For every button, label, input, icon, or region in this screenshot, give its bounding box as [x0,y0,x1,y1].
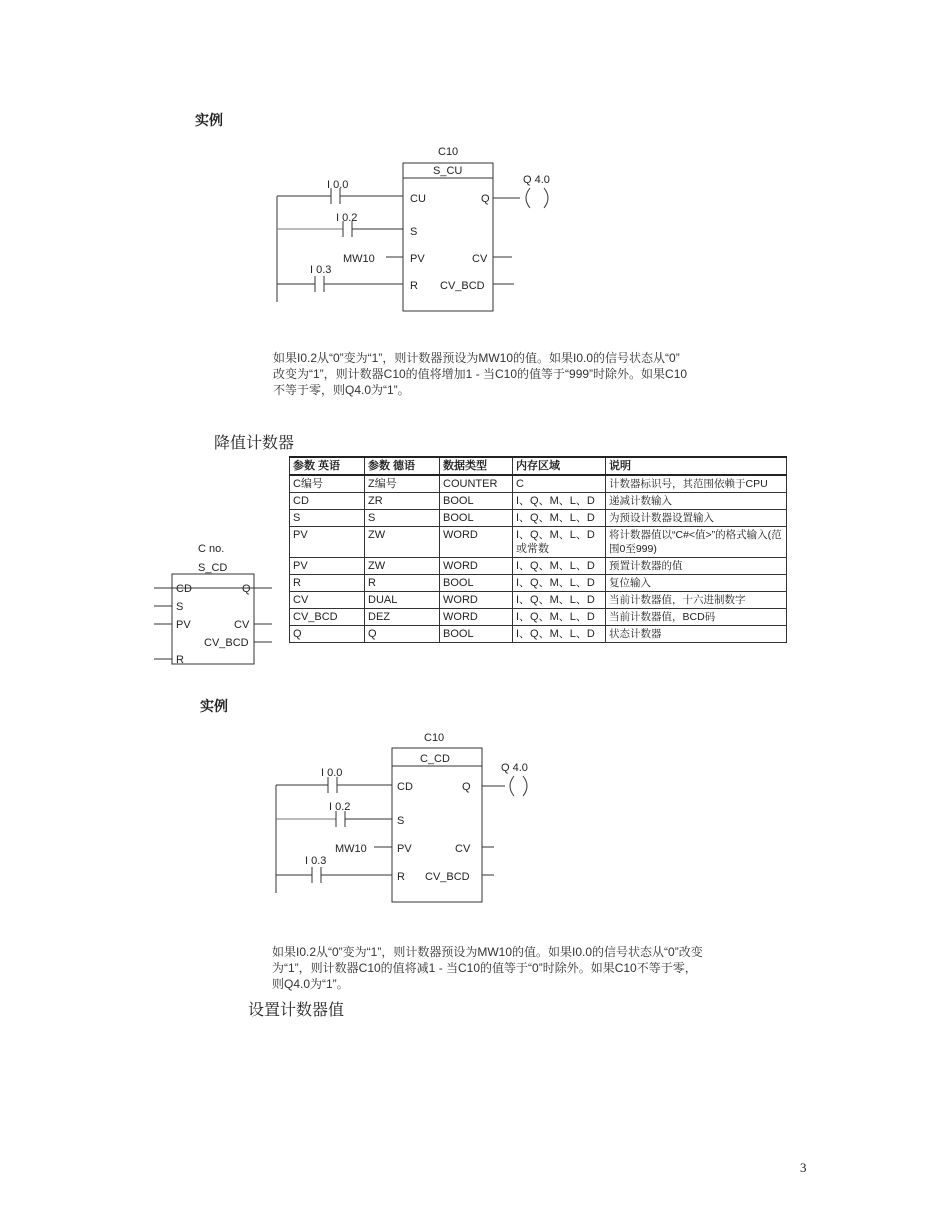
pin-s-label: S [397,815,405,827]
table-cell: C编号 [290,475,365,493]
table-cell: PV [290,558,365,575]
pin-cv-label: CV [472,253,488,265]
table-cell: CV_BCD [290,609,365,626]
pv-value-label: MW10 [335,843,367,855]
pin-q-label: Q [242,583,251,595]
table-cell: I、Q、M、L、D或常数 [513,527,606,558]
pin-q-label: Q [481,193,490,205]
pin-cv-bcd-label: CV_BCD [440,280,485,292]
counter-name-label: C10 [424,732,445,744]
table-cell: 状态计数器 [606,626,787,643]
pin-r-label: R [410,280,418,292]
pin-cv-bcd-label: CV_BCD [425,871,470,883]
block-counter-name: C no. [198,543,225,555]
header-memory-area: 内存区域 [513,457,606,475]
table-cell: S [365,510,440,527]
pin-cd-label: CD [176,583,192,595]
header-data-type: 数据类型 [440,457,513,475]
header-description: 说明 [606,457,787,475]
table-cell: COUNTER [440,475,513,493]
table-cell: WORD [440,609,513,626]
pin-q-label: Q [462,781,471,793]
table-cell: WORD [440,527,513,558]
section-heading-down-counter: 降值计数器 [214,435,295,452]
paragraph-line: 则Q4.0为“1”。 [272,977,349,991]
table-cell: 为预设计数器设置输入 [606,510,787,527]
paragraph-line: 改变为“1”，则计数器C10的值将增加1 - 当C10的值等于“999”时除外。如果C10 [273,367,688,381]
table-cell: I、Q、M、L、D [513,510,606,527]
table-cell: I、Q、M、L、D [513,575,606,592]
section-heading-example-2: 实例 [200,698,228,714]
table-cell: 当前计数器值，十六进制数字 [606,592,787,609]
table-cell: 计数器标识号，其范围依赖于CPU [606,475,787,493]
paragraph-line: 为“1”，则计数器C10的值将减1 - 当C10的值等于“0”时除外。如果C10不等于零， [272,961,697,975]
pin-r-label: R [397,871,405,883]
pin-cv-label: CV [234,619,250,631]
page-number: 3 [800,1160,807,1175]
pin-s-label: S [410,226,418,238]
block-type-label: C_CD [420,753,450,765]
table-cell: DUAL [365,592,440,609]
contact-label-i0-0: I 0.0 [327,179,349,191]
pin-s-label: S [176,601,184,613]
header-param-de: 参数 德语 [365,457,440,475]
table-cell: I、Q、M、L、D [513,592,606,609]
table-cell: 复位输入 [606,575,787,592]
pin-pv-label: PV [397,843,412,855]
table-cell: CV [290,592,365,609]
table-cell: 递减计数输入 [606,493,787,510]
table-cell: I、Q、M、L、D [513,493,606,510]
pin-cu-label: CU [410,193,426,205]
example-2-description [272,944,703,992]
paragraph-line: 如果I0.2从“0”变为“1”，则计数器预设为MW10的值。如果I0.0的信号状态从“0” [273,351,680,365]
pv-value-label: MW10 [343,253,375,265]
table-cell: C [513,475,606,493]
block-type-label: S_CD [198,562,228,574]
contact-label-i0-2: I 0.2 [329,801,351,813]
table-cell: PV [290,527,365,558]
pin-r-label: R [176,654,184,666]
paragraph-line: 不等于零，则Q4.0为“1”。 [273,383,410,397]
pin-cv-bcd-label: CV_BCD [204,637,249,649]
table-cell: WORD [440,558,513,575]
output-coil-label: Q 4.0 [523,174,550,186]
table-cell: I、Q、M、L、D [513,626,606,643]
table-cell: R [365,575,440,592]
counter-name-label: C10 [438,146,459,158]
pin-pv-label: PV [176,619,191,631]
paragraph-line: 如果I0.2从“0”变为“1”，则计数器预设为MW10的值。如果I0.0的信号状态从“0”改变 [272,945,703,959]
table-cell: R [290,575,365,592]
table-cell: BOOL [440,493,513,510]
table-cell: I、Q、M、L、D [513,609,606,626]
pin-cv-label: CV [455,843,471,855]
table-cell: CD [290,493,365,510]
table-cell: Q [290,626,365,643]
contact-label-i0-3: I 0.3 [305,855,327,867]
table-cell: BOOL [440,575,513,592]
section-heading-set-counter: 设置计数器值 [248,1002,345,1019]
table-cell: S [290,510,365,527]
table-cell: 预置计数器的值 [606,558,787,575]
table-cell: ZR [365,493,440,510]
table-cell: I、Q、M、L、D [513,558,606,575]
table-cell: DEZ [365,609,440,626]
table-cell: 将计数器值以“C#<值>”的格式输入(范围0至999) [606,527,787,558]
section-heading-example-1: 实例 [195,112,223,128]
table-cell: ZW [365,558,440,575]
header-param-en: 参数 英语 [290,457,365,475]
contact-label-i0-2: I 0.2 [336,212,358,224]
pin-pv-label: PV [410,253,425,265]
output-coil-label: Q 4.0 [501,762,528,774]
table-cell: BOOL [440,626,513,643]
table-cell: BOOL [440,510,513,527]
table-cell: Q [365,626,440,643]
table-cell: 当前计数器值，BCD码 [606,609,787,626]
contact-label-i0-0: I 0.0 [321,767,343,779]
table-cell: WORD [440,592,513,609]
contact-label-i0-3: I 0.3 [310,264,332,276]
pin-cd-label: CD [397,781,413,793]
table-cell: Z编号 [365,475,440,493]
block-type-label: S_CU [433,165,463,177]
table-cell: ZW [365,527,440,558]
